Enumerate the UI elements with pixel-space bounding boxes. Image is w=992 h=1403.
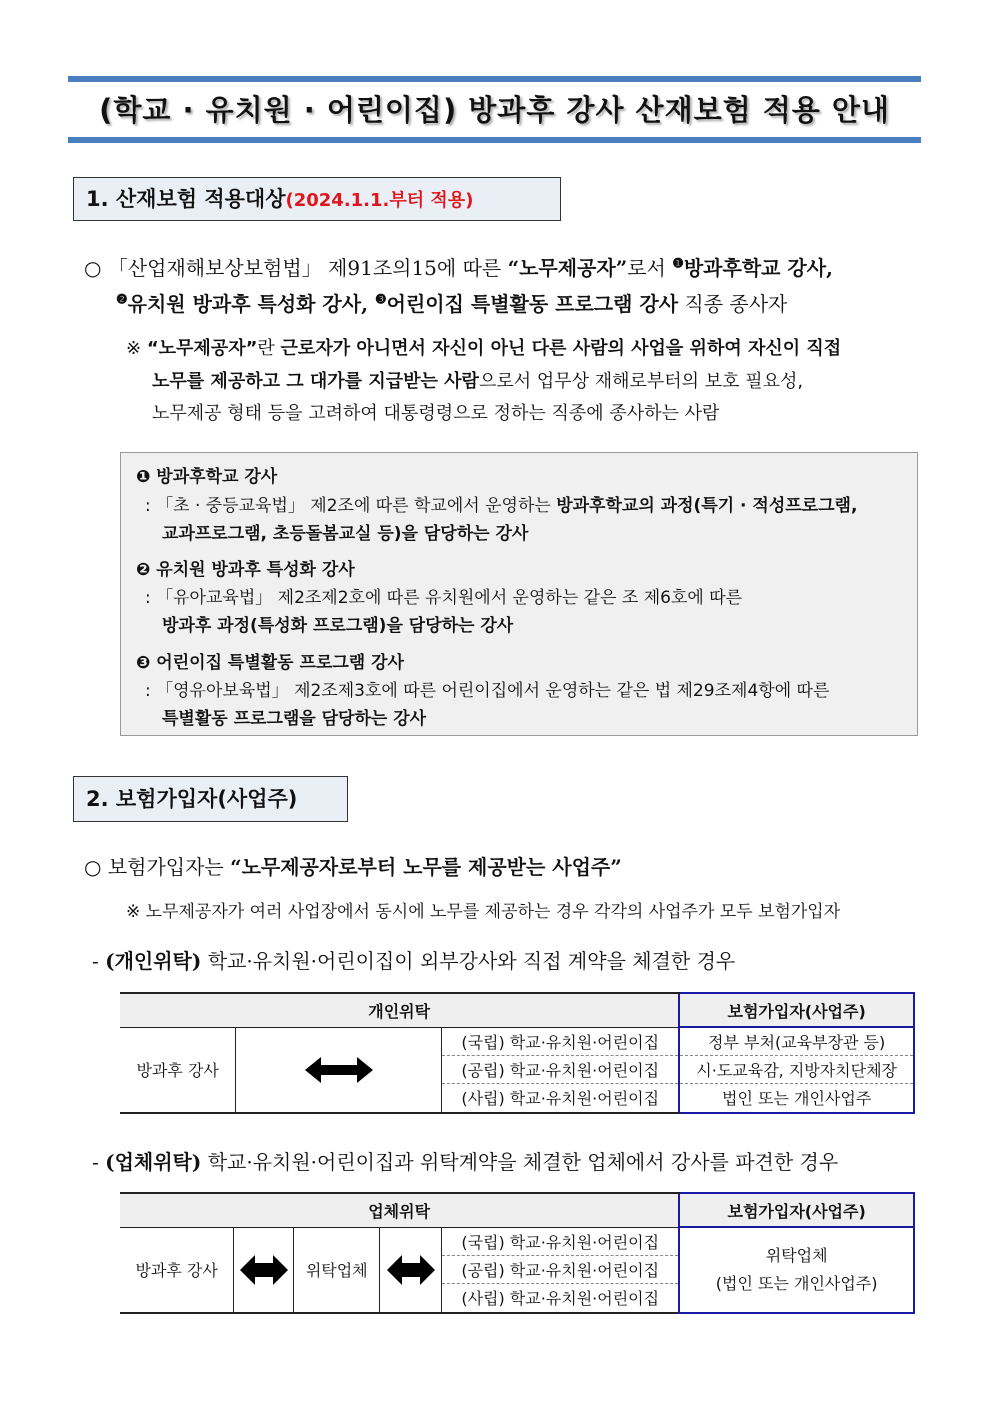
box-item3-title: ❸ 어린이집 특별활동 프로그램 강사	[136, 653, 404, 673]
table1-org: (공립) 학교·유치원·어린이집	[442, 1055, 680, 1083]
box-item1-desc2: 교과프로그램, 초등돌봄교실 등)을 담당하는 강사	[162, 524, 529, 544]
table2-org: (공립) 학교·유치원·어린이집	[442, 1255, 680, 1283]
section1-heading-note: (2024.1.1.부터 적용)	[285, 190, 474, 211]
bullet-circle: ○	[84, 855, 102, 879]
table1-org: (사립) 학교·유치원·어린이집	[442, 1083, 680, 1113]
box-item3-desc2: 특별활동 프로그램을 담당하는 강사	[162, 709, 427, 729]
box-item1-desc1	[145, 491, 857, 516]
text: 방과후학교의 과정(특기 · 적성프로그램,	[556, 496, 858, 516]
bidirectional-arrow-icon	[387, 1255, 435, 1285]
section1-note-line3: 노무제공 형태 등을 고려하여 대통령령으로 정하는 직종에 종사하는 사람	[152, 403, 720, 424]
box-item2-desc2: 방과후 과정(특성화 프로그램)을 담당하는 강사	[162, 616, 514, 636]
text: 어린이집 특별활동 프로그램 강사	[386, 292, 679, 316]
table2-header-right: 보험가입자(사업주)	[679, 1193, 914, 1227]
section1-note-line1	[126, 334, 841, 360]
bidirectional-arrow-icon	[240, 1255, 288, 1285]
title-rule-bottom	[68, 137, 921, 143]
text: 으로서 업무상 재해로부터의 보호 필요성,	[478, 371, 804, 392]
box-item2-title: ❷ 유치원 방과후 특성화 강사	[136, 560, 355, 580]
text: 학교·유치원·어린이집과 위탁계약을 체결한 업체에서 강사를 파견한 경우	[201, 1150, 839, 1174]
bullet-circle: ○	[84, 256, 102, 280]
text: “노무제공자”	[146, 338, 258, 359]
text: 로서	[627, 256, 673, 280]
text: 란	[257, 338, 281, 359]
table1-insurer: 법인 또는 개인사업주	[679, 1083, 914, 1113]
text: 보험가입자는	[107, 855, 231, 879]
section1-heading-text: 1. 산재보험 적용대상	[86, 187, 286, 211]
text: 학교·유치원·어린이집이 외부강사와 직접 계약을 체결한 경우	[201, 949, 736, 973]
table1-insurer: 정부 부처(교육부장관 등)	[679, 1027, 914, 1055]
table2-header-left: 업체위탁	[120, 1193, 679, 1227]
bidirectional-arrow-icon	[305, 1057, 373, 1083]
section1-line2	[116, 288, 787, 317]
title-rule-top	[68, 76, 921, 82]
table2-arrow-cell-1	[234, 1227, 294, 1313]
section2-note: ※ 노무제공자가 여러 사업장에서 동시에 노무를 제공하는 경우 각각의 사업주가 모두 보험가입자	[126, 902, 841, 922]
box-item2-desc1: : 「유아교육법」 제2조제2호에 따른 유치원에서 운영하는 같은 조 제6호에 따른	[145, 588, 743, 608]
text: 방과후학교 강사,	[683, 256, 834, 280]
box-item1-title: ❶ 방과후학교 강사	[136, 467, 278, 487]
note-mark: ※	[126, 338, 147, 359]
text: 유치원 방과후 특성화 강사,	[127, 292, 375, 316]
text: “노무제공자로부터 노무를 제공받는 사업주”	[230, 855, 622, 879]
section1-heading	[73, 177, 561, 221]
dash: -	[92, 1150, 106, 1174]
table1-lecturer: 방과후 강사	[120, 1027, 236, 1113]
table2-insurer-line1: 위탁업체	[765, 1246, 828, 1265]
section1-line1	[84, 252, 833, 281]
table2-arrow-cell-2	[380, 1227, 442, 1313]
marker-1: ❶	[672, 256, 684, 272]
table2-agency: 위탁업체	[294, 1227, 380, 1313]
page-title: (학교 · 유치원 · 어린이집) 방과후 강사 산재보험 적용 안내	[99, 93, 890, 127]
table2-insurer-line2: (법인 또는 개인사업주)	[715, 1274, 878, 1293]
text: : 「초 · 중등교육법」 제2조에 따른 학교에서 운영하는	[145, 496, 557, 516]
case2-line	[92, 1146, 838, 1175]
table2-org: (국립) 학교·유치원·어린이집	[442, 1227, 680, 1255]
box-item3-desc1: : 「영유아보육법」 제2조제3호에 따른 어린이집에서 운영하는 같은 법 제29조제4항에 따른	[145, 681, 830, 701]
case2-label: (업체위탁)	[105, 1150, 202, 1174]
table2-insurer	[679, 1227, 914, 1313]
text: 노무를 제공하고 그 대가를 지급받는 사람	[152, 371, 479, 392]
text: 근로자가 아니면서 자신이 아닌 다른 사람의 사업을 위하여 자신이 직접	[280, 338, 842, 359]
text: 직종 종사자	[678, 292, 788, 316]
marker-2: ❷	[116, 292, 128, 308]
table1-header-left: 개인위탁	[120, 993, 679, 1027]
case1-line	[92, 945, 735, 974]
individual-contract-table	[120, 992, 915, 1114]
table1-insurer: 시·도교육감, 지방자치단체장	[679, 1055, 914, 1083]
dash: -	[92, 949, 106, 973]
table1-arrow-cell	[236, 1027, 442, 1113]
term-labor-provider: “노무제공자”	[507, 256, 628, 280]
section2-line	[84, 851, 622, 880]
case1-label: (개인위탁)	[105, 949, 202, 973]
section1-note-line2	[152, 367, 803, 393]
table2-org: (사립) 학교·유치원·어린이집	[442, 1283, 680, 1313]
agency-contract-table	[120, 1192, 915, 1314]
table1-header-right: 보험가입자(사업주)	[679, 993, 914, 1027]
section2-heading: 2. 보험가입자(사업주)	[73, 776, 348, 822]
marker-3: ❸	[375, 292, 387, 308]
text: 「산업재해보상보험법」 제91조의15에 따른	[107, 256, 508, 280]
table1-org: (국립) 학교·유치원·어린이집	[442, 1027, 680, 1055]
table2-lecturer: 방과후 강사	[120, 1227, 234, 1313]
